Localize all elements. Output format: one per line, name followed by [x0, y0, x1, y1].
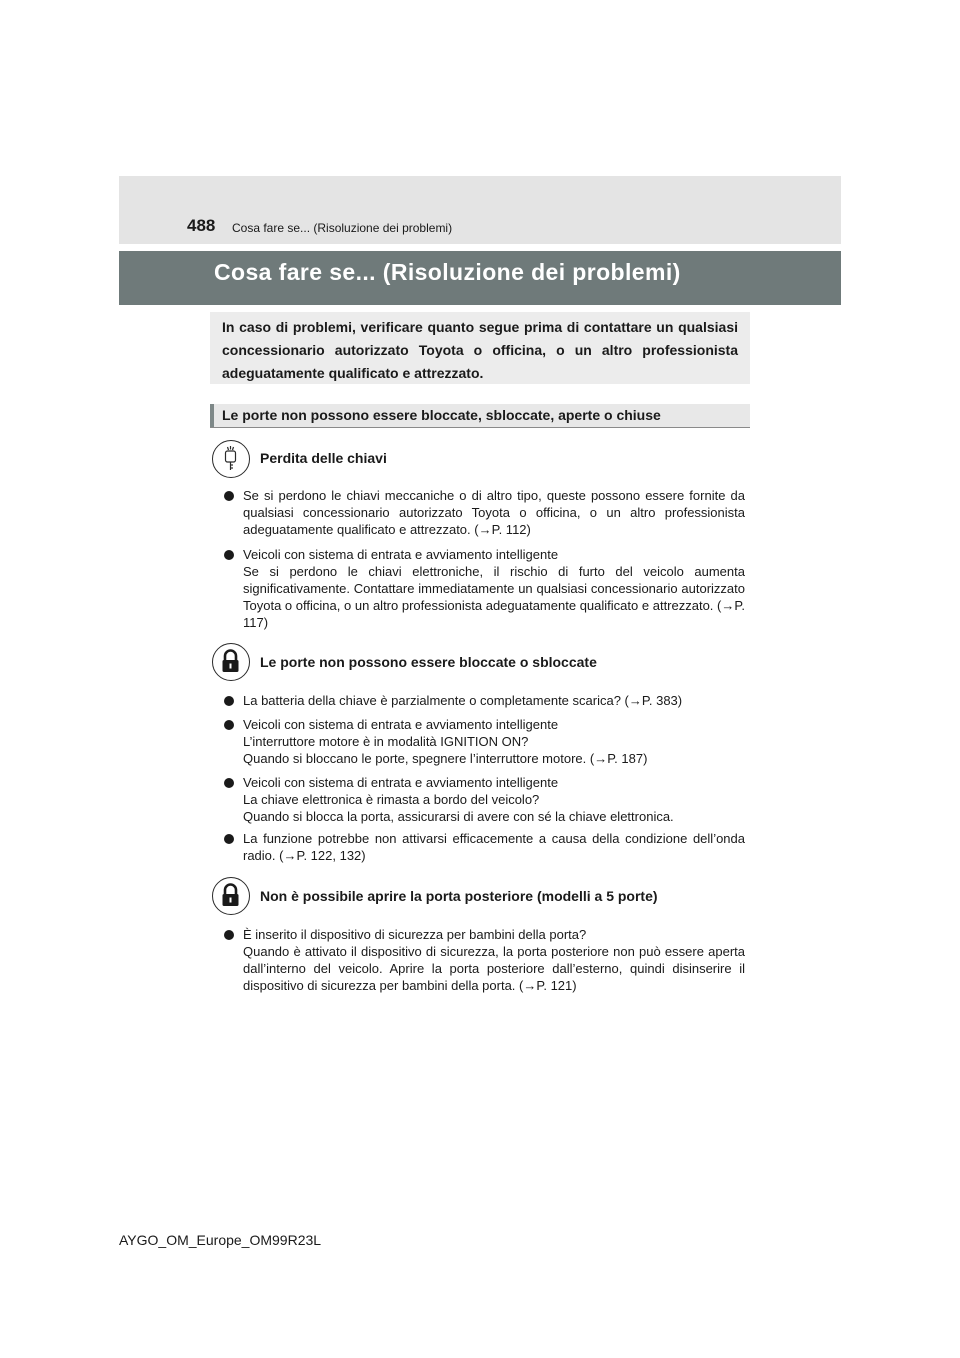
page-number: 488	[187, 216, 216, 235]
bullet-icon	[224, 778, 234, 788]
list-item-line: Quando si blocca la porta, assicurarsi di avere con sé la chiave elettronica.	[243, 809, 674, 824]
section-accent-bar	[210, 404, 214, 427]
list-item	[243, 546, 745, 631]
section-heading	[210, 404, 750, 428]
bullet-icon	[224, 696, 234, 706]
section-heading-text: Le porte non possono essere bloccate, sbloccate, aperte o chiuse	[222, 407, 661, 423]
lock-icon	[212, 877, 250, 915]
list-item-line: Se si perdono le chiavi elettroniche, il rischio di furto del veicolo aumenta significativamente. Contattare immediatamente un qualsiasi concessionario autorizzato Toyota o officina, o un altro professionista adeguatamente qualificato e attrezzato. (→P. 117)	[243, 564, 745, 630]
list-item-line: Quando è attivato il dispositivo di sicurezza, la porta posteriore non può essere aperta dall’interno del veicolo. Aprire la porta posteriore dall’esterno, quindi disinserire il dispositivo di sicurezza per bambini della porta. (→P. 121)	[243, 944, 745, 993]
key-icon	[212, 440, 250, 478]
subsection-heading-lock: Le porte non possono essere bloccate o sbloccate	[260, 654, 597, 670]
header-band	[119, 176, 841, 244]
list-item-line: Veicoli con sistema di entrata e avviamento intelligente	[243, 717, 559, 732]
list-item	[243, 716, 745, 767]
running-head: Cosa fare se... (Risoluzione dei problemi)	[232, 221, 453, 235]
list-item: Se si perdono le chiavi meccaniche o di altro tipo, queste possono essere fornite da qualsiasi concessionario autorizzato Toyota o officina, o un altro professionista adeguatamente qualificato e attrezzato. (→P. 112)	[243, 488, 745, 537]
subsection-heading-rear-door: Non è possibile aprire la porta posteriore (modelli a 5 porte)	[260, 888, 658, 904]
bullet-icon	[224, 491, 234, 501]
page-title: Cosa fare se... (Risoluzione dei problemi)	[214, 259, 681, 285]
list-item-line: Quando si bloccano le porte, spegnere l’interruttore motore. (→P. 187)	[243, 751, 648, 766]
list-item: La batteria della chiave è parzialmente o completamente scarica? (→P. 383)	[243, 693, 683, 708]
bullet-icon	[224, 930, 234, 940]
bullet-icon	[224, 720, 234, 730]
footer-doc-id: AYGO_OM_Europe_OM99R23L	[119, 1232, 322, 1248]
bullet-icon	[224, 834, 234, 844]
list-item: La funzione potrebbe non attivarsi efficacemente a causa della condizione dell’onda radio. (→P. 122, 132)	[243, 831, 745, 863]
list-item-line: L’interruttore motore è in modalità IGNITION ON?	[243, 734, 529, 749]
list-item-line: La chiave elettronica è rimasta a bordo del veicolo?	[243, 792, 540, 807]
list-item-line: Veicoli con sistema di entrata e avviamento intelligente	[243, 775, 559, 790]
lock-icon	[212, 643, 250, 681]
subsection-heading-lost-keys: Perdita delle chiavi	[260, 450, 387, 466]
list-item-line: Veicoli con sistema di entrata e avviamento intelligente	[243, 547, 559, 562]
list-item-line: È inserito il dispositivo di sicurezza per bambini della porta?	[243, 927, 587, 942]
list-item	[243, 926, 745, 994]
list-item	[243, 774, 745, 825]
bullet-icon	[224, 550, 234, 560]
intro-text: In caso di problemi, verificare quanto segue prima di contattare un qualsiasi concessionario autorizzato Toyota o officina, o un altro professionista adeguatamente qualificato e attrezzato.	[222, 319, 738, 381]
title-bar	[119, 251, 841, 305]
intro-box	[210, 312, 750, 384]
